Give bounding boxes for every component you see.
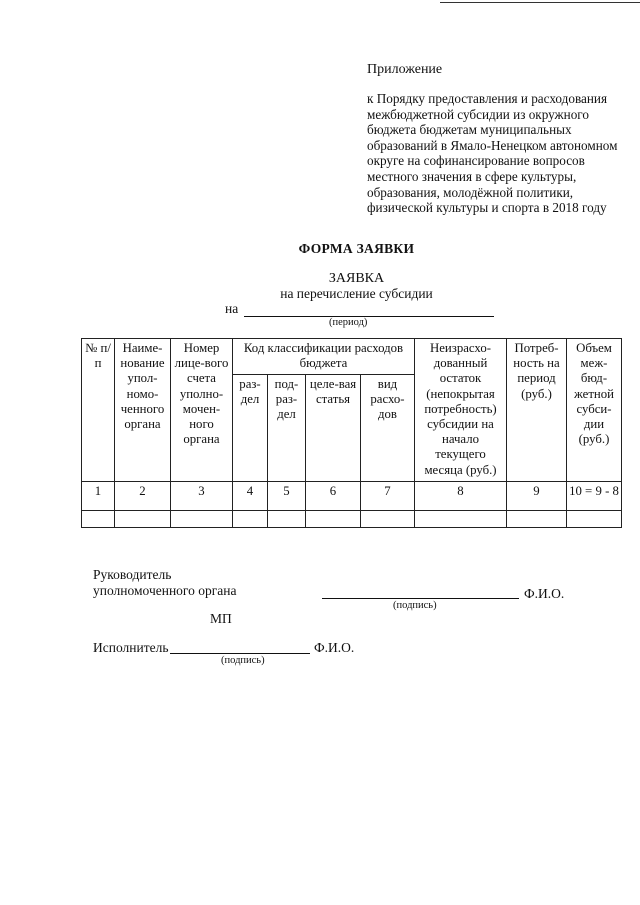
- manager-label-line2: уполномоченного органа: [93, 583, 237, 598]
- appendix-line: местного значения в сфере культуры,: [367, 168, 577, 184]
- header-num: № п/п: [82, 339, 115, 482]
- header-section: раз-дел: [233, 375, 268, 482]
- manager-label: [93, 567, 237, 599]
- column-number: 4: [233, 482, 268, 511]
- column-number: 2: [115, 482, 171, 511]
- column-number: 9: [507, 482, 567, 511]
- table-cell[interactable]: [171, 511, 233, 528]
- appendix-line: физической культуры и спорта в 2018 году: [367, 200, 607, 216]
- executor-label: Исполнитель: [93, 640, 169, 655]
- header-organ-name: Наиме-нование упол-номо-ченного органа: [115, 339, 171, 482]
- period-prefix: на: [225, 301, 239, 316]
- table-cell[interactable]: [306, 511, 361, 528]
- column-number: 1: [82, 482, 115, 511]
- appendix-title: Приложение: [367, 62, 443, 77]
- table-cell[interactable]: [507, 511, 567, 528]
- column-number: 5: [268, 482, 306, 511]
- appendix-line: межбюджетной субсидии из окружного: [367, 106, 589, 122]
- header-unspent-remainder: Неизрасхо-дованный остаток (непокрытая потребность) субсидии на начало текущего месяца (руб.): [415, 339, 507, 482]
- period-input-line[interactable]: [244, 302, 494, 317]
- table-cell[interactable]: [268, 511, 306, 528]
- executor-fio: Ф.И.О.: [314, 640, 355, 655]
- period-caption: (период): [329, 317, 368, 328]
- stamp-label: МП: [210, 611, 232, 626]
- table-cell[interactable]: [115, 511, 171, 528]
- form-heading: ФОРМА ЗАЯВКИ: [298, 241, 415, 256]
- header-expense-type: вид расхо-дов: [361, 375, 415, 482]
- header-period-need: Потреб-ность на период (руб.): [507, 339, 567, 482]
- appendix-line: образования, молодёжной политики,: [367, 184, 574, 200]
- appendix-line: к Порядку предоставления и расходования: [367, 91, 608, 106]
- manager-signature-line[interactable]: [322, 598, 519, 599]
- document-subtitle: на перечисление субсидии: [280, 286, 433, 301]
- appendix-line: округе на софинансирование вопросов: [367, 153, 585, 169]
- column-number: 3: [171, 482, 233, 511]
- table-cell[interactable]: [361, 511, 415, 528]
- header-subsidy-volume: Объем меж-бюд-жетной субси-дии (руб.): [567, 339, 622, 482]
- table-row: [82, 511, 622, 528]
- header-budget-classification: Код классификации расходов бюджета: [233, 339, 415, 375]
- column-number: 8: [415, 482, 507, 511]
- appendix-line: образований в Ямало-Ненецком автономном: [367, 137, 618, 153]
- table-cell[interactable]: [567, 511, 622, 528]
- header-subsection: под-раз-дел: [268, 375, 306, 482]
- executor-signature-caption: (подпись): [221, 655, 265, 666]
- period-row: [225, 301, 494, 317]
- column-number: 6: [306, 482, 361, 511]
- document-title: ЗАЯВКА: [328, 271, 385, 286]
- table-cell[interactable]: [82, 511, 115, 528]
- table-cell[interactable]: [415, 511, 507, 528]
- executor-signature-line[interactable]: [170, 653, 310, 654]
- appendix-line: бюджета бюджетам муниципальных: [367, 122, 572, 138]
- request-table: [81, 338, 622, 528]
- column-number: 10 = 9 - 8: [567, 482, 622, 511]
- header-account-number: Номер лице-вого счета уполно-мочен-ного органа: [171, 339, 233, 482]
- top-edge-line: [440, 2, 640, 3]
- column-number: 7: [361, 482, 415, 511]
- appendix-body: [367, 91, 635, 216]
- table-cell[interactable]: [233, 511, 268, 528]
- manager-fio: Ф.И.О.: [524, 586, 565, 601]
- manager-signature-caption: (подпись): [393, 600, 437, 611]
- header-target-article: целе-вая статья: [306, 375, 361, 482]
- manager-label-line1: Руководитель: [93, 567, 172, 582]
